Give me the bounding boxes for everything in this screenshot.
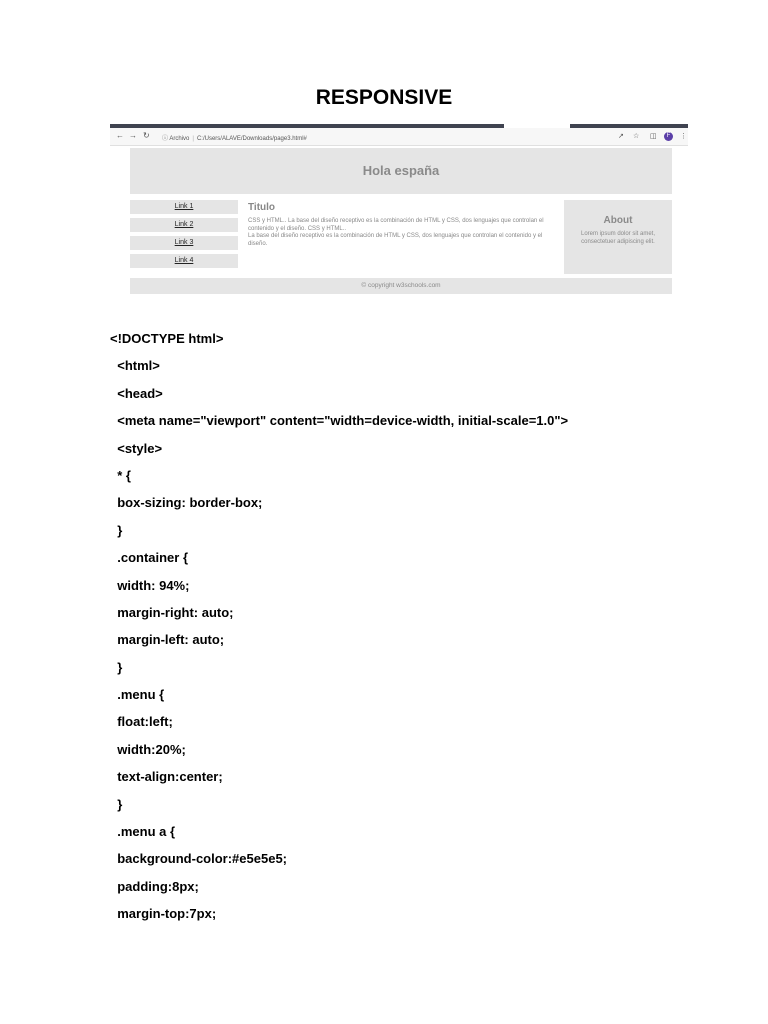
- url-separator: |: [192, 136, 194, 142]
- menu-link-2[interactable]: Link 2: [130, 218, 238, 232]
- code-listing: [110, 330, 670, 933]
- code-line: }: [110, 796, 123, 812]
- code-line: box-sizing: border-box;: [110, 495, 263, 511]
- profile-avatar[interactable]: F: [664, 132, 673, 141]
- main-paragraph-2: La base del diseño receptivo es la combinación de HTML y CSS, dos lenguajes que controlan el contenido y el diseño.: [248, 233, 543, 247]
- menu-link-4[interactable]: Link 4: [130, 254, 238, 268]
- star-icon[interactable]: ☆: [633, 133, 640, 140]
- url-field[interactable]: [162, 133, 307, 142]
- sidebar-icon[interactable]: ◫: [650, 133, 657, 140]
- code-line: .container {: [110, 550, 189, 566]
- code-line: margin-left: auto;: [110, 632, 225, 648]
- code-line: float:left;: [110, 714, 173, 730]
- page-title: RESPONSIVE: [315, 86, 453, 109]
- code-line: .menu a {: [110, 824, 176, 840]
- code-line: text-align:center;: [110, 769, 223, 785]
- site-footer: © copyright w3schools.com: [130, 278, 672, 294]
- url-text: C:/Users/ALAVE/Downloads/page3.html#: [196, 136, 307, 142]
- info-icon[interactable]: ⓘ: [162, 136, 169, 142]
- code-line: .menu {: [110, 687, 165, 703]
- main-title: Titulo: [248, 202, 276, 213]
- code-line: width:20%;: [110, 741, 186, 757]
- main-paragraph-1: CSS y HTML.. La base del diseño receptivo es la combinación de HTML y CSS, dos lenguajes que controlan el contenido y el diseño. CSS y HTML..: [248, 218, 544, 232]
- more-vertical-icon[interactable]: ⋮: [680, 133, 687, 140]
- back-arrow-icon[interactable]: ←: [116, 131, 124, 140]
- code-line: <style>: [110, 440, 163, 456]
- page-viewport: [110, 146, 688, 300]
- code-line: margin-right: auto;: [110, 604, 234, 620]
- site-label: Archivo: [169, 136, 190, 142]
- menu-link-1[interactable]: Link 1: [130, 200, 238, 214]
- aside-text: Lorem ipsum dolor sit amet, consectetuer adipiscing elit.: [580, 231, 656, 245]
- code-line: * {: [110, 467, 131, 483]
- about-aside: [564, 200, 672, 274]
- code-line: <!DOCTYPE html>: [110, 331, 224, 346]
- site-header: Hola españa: [130, 148, 672, 194]
- code-line: width: 94%;: [110, 577, 190, 593]
- code-line: <meta name="viewport" content="width=device-width, initial-scale=1.0">: [110, 413, 569, 429]
- address-bar: [110, 128, 688, 146]
- main-content: [248, 202, 560, 248]
- browser-screenshot: [110, 124, 688, 300]
- code-line: }: [110, 659, 123, 675]
- code-line: <html>: [110, 358, 160, 374]
- aside-title: About: [603, 215, 633, 226]
- forward-arrow-icon[interactable]: →: [129, 131, 137, 140]
- code-line: }: [110, 522, 123, 538]
- share-icon[interactable]: ↗: [618, 133, 624, 140]
- code-line: padding:8px;: [110, 878, 199, 894]
- code-line: <head>: [110, 385, 163, 401]
- menu-link-3[interactable]: Link 3: [130, 236, 238, 250]
- code-line: background-color:#e5e5e5;: [110, 851, 287, 867]
- reload-icon[interactable]: ↻: [143, 131, 150, 140]
- code-line: margin-top:7px;: [110, 906, 217, 922]
- side-menu: [130, 200, 238, 272]
